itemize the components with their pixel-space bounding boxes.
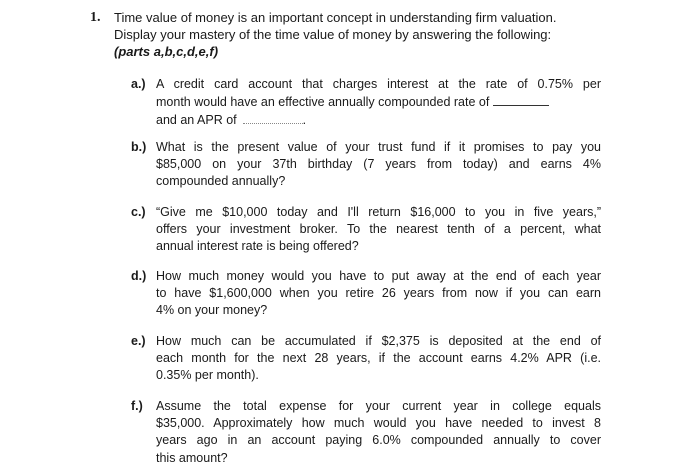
part-a-line-2-text: month would have an effective annually compounded rate of <box>156 95 490 110</box>
part-b-label: b.) <box>131 140 147 154</box>
part-a-body <box>156 76 601 130</box>
part-e-body <box>156 333 601 385</box>
part-b-body <box>156 139 601 191</box>
part-f-line-1: Assume the total expense for your current year in college equals <box>156 399 601 413</box>
part-f <box>131 398 601 467</box>
part-e-line-1: How much can be accumulated if $2,375 is deposited at the end of <box>156 334 601 348</box>
part-a <box>131 76 601 130</box>
apr-answer-blank[interactable] <box>243 111 303 124</box>
part-d-line-1: How much money would you have to put away at the end of each year <box>156 269 601 283</box>
question-intro-line-2: Display your mastery of the time value of money by answering the following: <box>114 27 552 42</box>
question-intro-line-1: Time value of money is an important concept in understanding firm valuation. <box>114 10 557 25</box>
part-d <box>131 268 601 320</box>
effective-rate-answer-blank[interactable] <box>493 93 549 106</box>
part-f-line-2: $35,000. Approximately how much would you have needed to invest 8 <box>156 416 601 431</box>
part-c-line-1: “Give me $10,000 today and I'll return $16,000 to you in five years,” <box>156 205 601 219</box>
part-f-body <box>156 398 601 467</box>
part-d-line-3: 4% on your money? <box>156 303 268 318</box>
part-f-line-4: this amount? <box>156 450 228 465</box>
part-c-body <box>156 204 601 256</box>
part-c-label: c.) <box>131 205 146 219</box>
part-e-line-3: 0.35% per month). <box>156 368 259 383</box>
part-b-line-3: compounded annually? <box>156 174 286 189</box>
part-e-line-2: each month for the next 28 years, if the account earns 4.2% APR (i.e. <box>156 351 601 366</box>
part-b-line-2: $85,000 on your 37th birthday (7 years from today) and earns 4% <box>156 157 601 172</box>
part-d-label: d.) <box>131 269 147 283</box>
part-b-line-1: What is the present value of your trust fund if it promises to pay you <box>156 140 601 154</box>
part-d-body <box>156 268 601 320</box>
part-e-label: e.) <box>131 334 146 348</box>
part-f-label: f.) <box>131 399 143 413</box>
part-a-line-1: A credit card account that charges interest at the rate of 0.75% per <box>156 77 601 91</box>
part-b <box>131 139 601 191</box>
question-header <box>90 9 630 60</box>
part-e <box>131 333 601 385</box>
part-c <box>131 204 601 256</box>
part-a-period: . <box>302 113 307 128</box>
question-parts-note: (parts a,b,c,d,e,f) <box>114 44 219 59</box>
part-c-line-2: offers your investment broker. To the nearest tenth of a percent, what <box>156 222 601 237</box>
part-c-line-3: annual interest rate is being offered? <box>156 239 359 254</box>
question-number: 1. <box>90 10 101 25</box>
part-f-line-3: years ago in an account paying 6.0% compounded annually to cover <box>156 433 601 448</box>
part-d-line-2: to have $1,600,000 when you retire 26 years from now if you can earn <box>156 286 601 301</box>
part-a-label: a.) <box>131 77 146 91</box>
part-a-line-2 <box>156 93 601 111</box>
part-a-line-3-text: and an APR of <box>156 113 237 128</box>
part-a-line-3 <box>156 111 601 129</box>
